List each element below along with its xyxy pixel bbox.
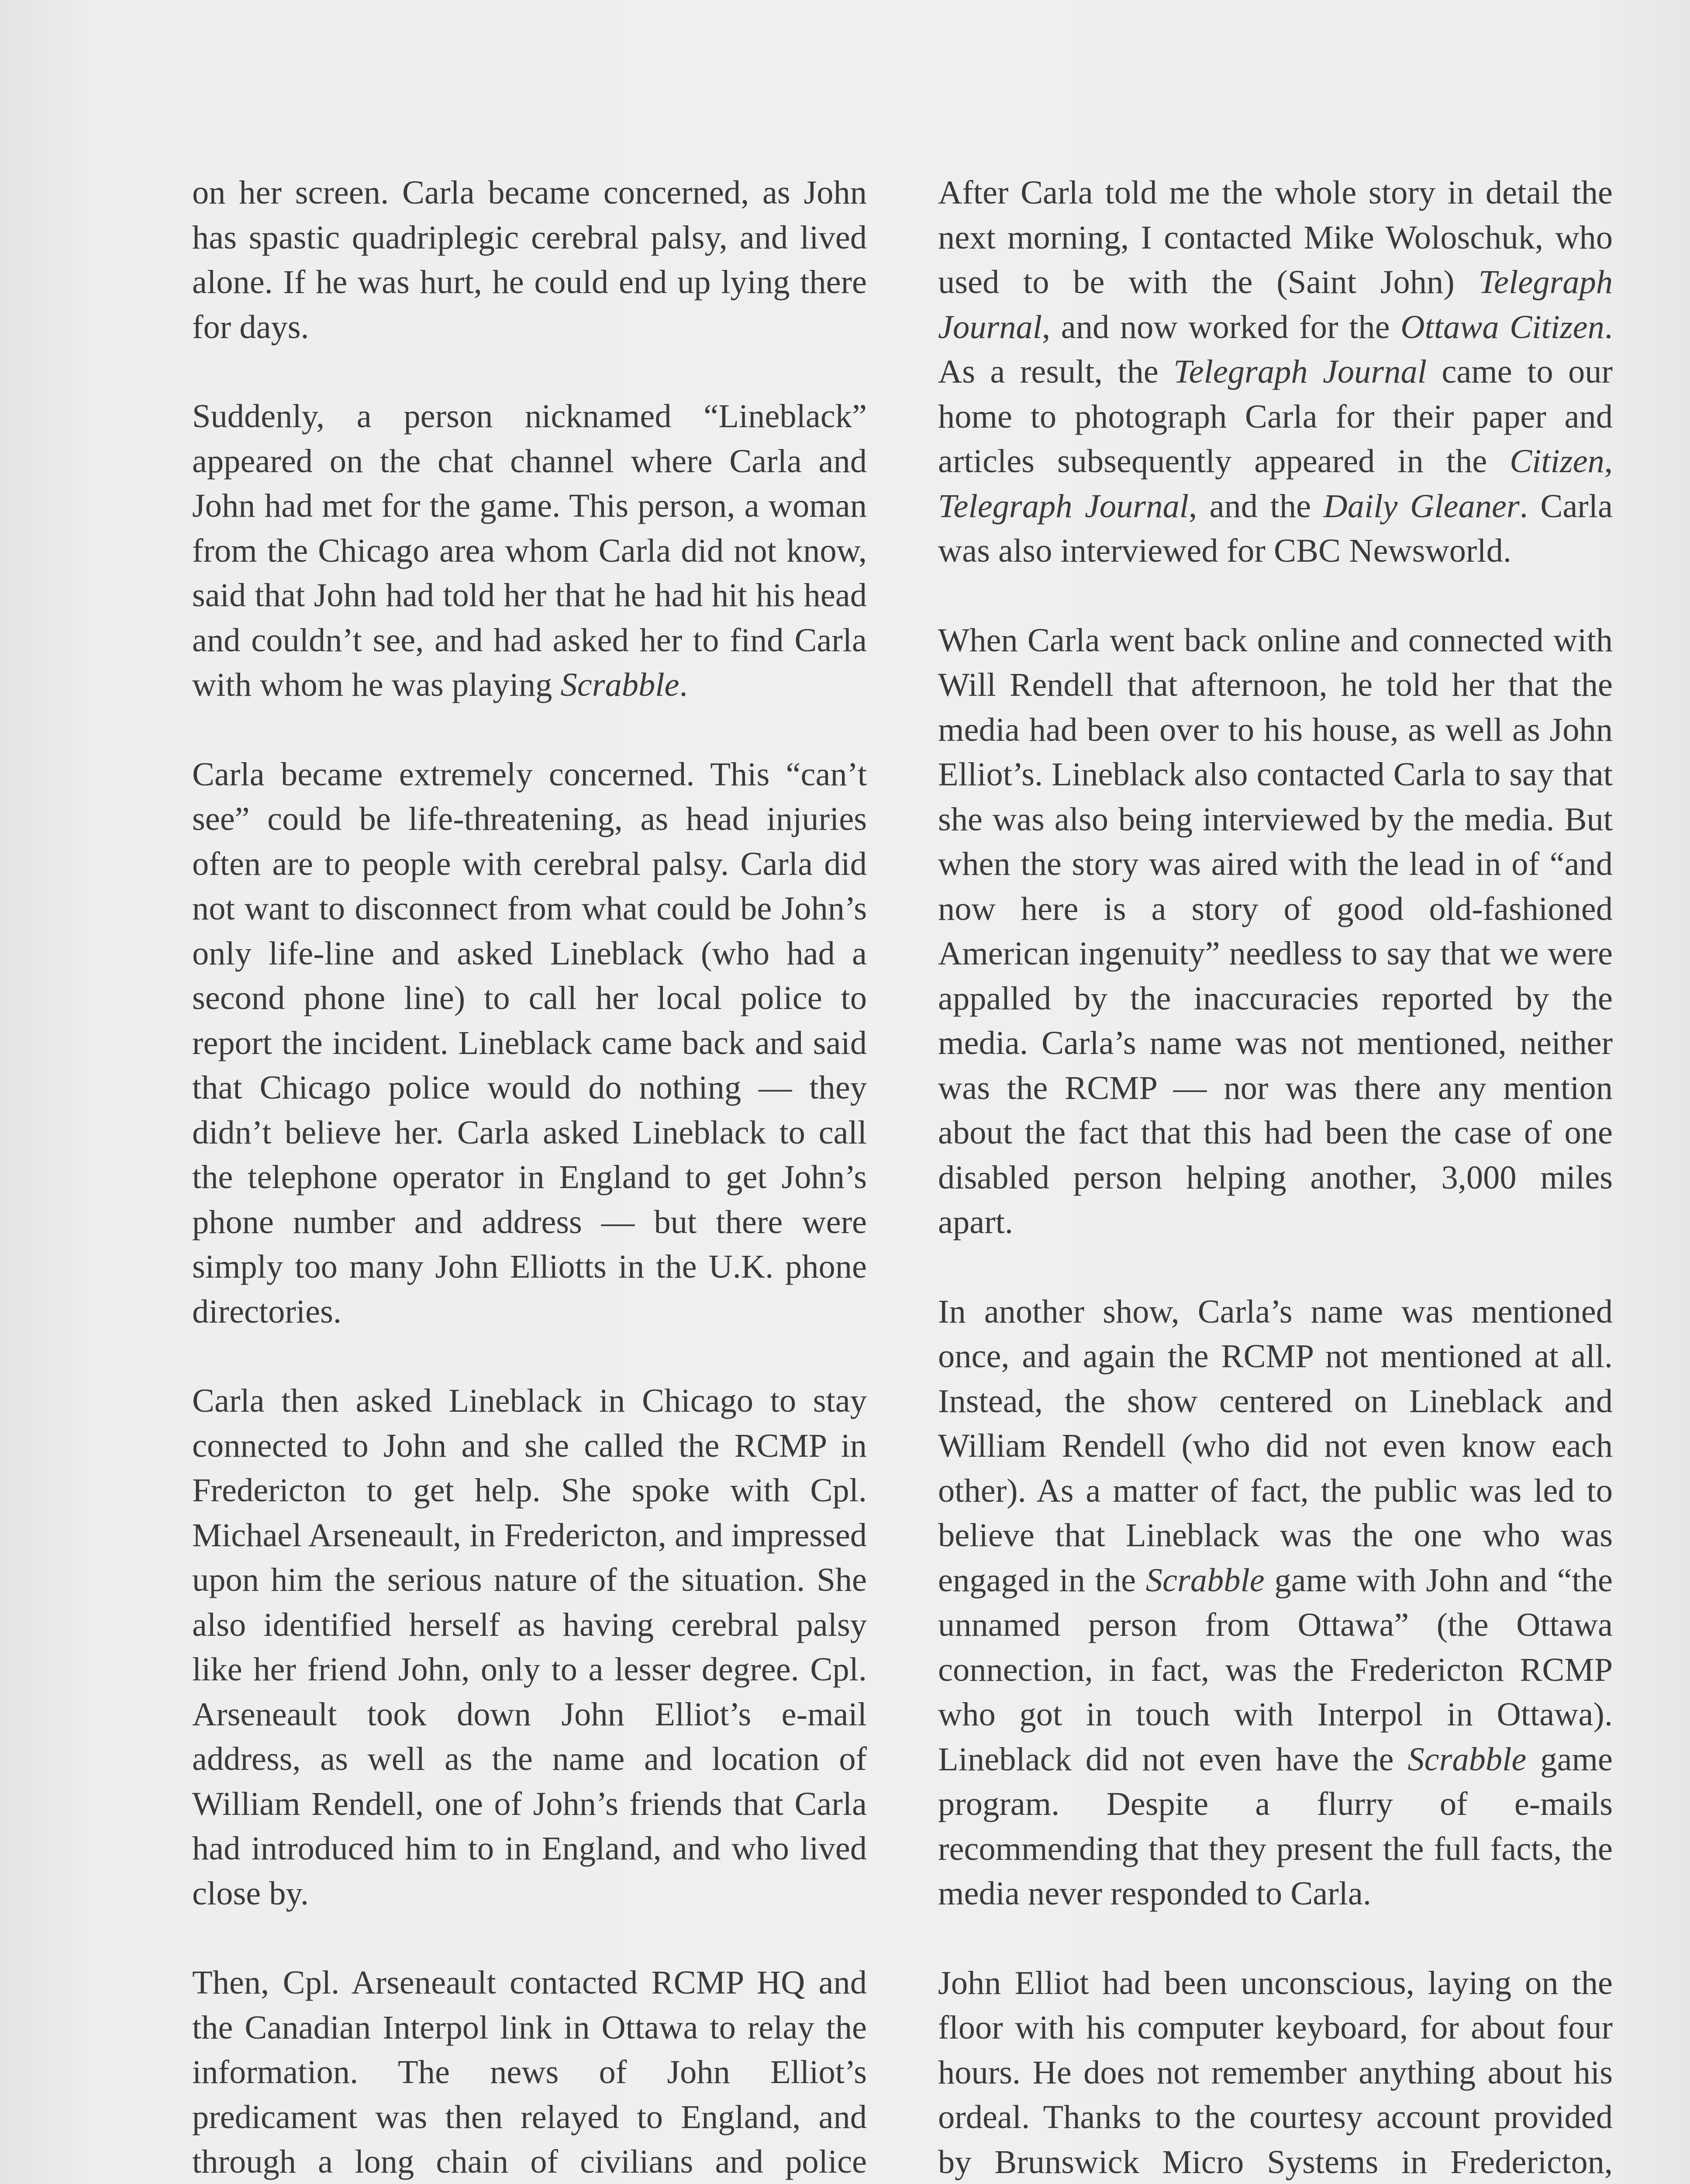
last-paragraph [938, 1961, 1613, 2184]
paragraph: Carla then asked Lineblack in Chicago to stay connected to John and she called the RCMP in Fredericton to get help. She spoke with Cpl. Michael Arseneault, in Fredericton, and impressed upon him the serious nature of the situation. She also identified herself as having cerebral palsy like her friend John, only to a lesser degree. Cpl. Arseneault took down John Elliot’s e-mail address, as well as the name and location of William Rendell, one of John’s friends that Carla had introduced him to in England, and who lived close by. [192, 1382, 867, 1912]
title-italic: Citizen [1510, 442, 1604, 480]
title-italic: Scrabble [560, 666, 679, 703]
title-italic: Ottawa Citizen [1400, 308, 1604, 346]
title-italic: Telegraph Journal [1173, 353, 1427, 390]
title-italic: Telegraph Journal [938, 263, 1613, 346]
paragraph: When Carla went back online and connected with Will Rendell that afternoon, he told her that the media had been over to his house, as well as John Elliot’s. Lineblack also contacted Carla to say that she was also being interviewed by the media. But when the story was aired with the lead in of “and now here is a story of good old-fashioned American ingenuity” needless to say that we were appalled by the inaccuracies reported by the media. Carla’s name was not mentioned, neither was the RCMP — nor was there any mention about the fact that this had been the case of one disabled person helping another, 3,000 miles apart. [938, 621, 1613, 1241]
paragraph: on her screen. Carla became concerned, as John has spastic quadriplegic cerebral palsy, and lived alone. If he was hurt, he could end up lying there for days. [192, 174, 867, 346]
title-italic: Telegraph Journal [938, 487, 1189, 525]
paragraph: Suddenly, a person nicknamed “Lineblack” appeared on the chat channel where Carla and John had met for the game. This person, a woman from the Chicago area whom Carla did not know, said that John had told her that he had hit his head and couldn’t see, and had asked her to find Carla with whom he was playing Scrabble. [192, 397, 867, 703]
paragraph: Then, Cpl. Arseneault contacted RCMP HQ and the Canadian Interpol link in Ottawa to relay the information. The news of John Elliot’s predicament was then relayed to England, and through a long chain of civilians and police [192, 1964, 867, 2180]
left-column [192, 170, 867, 2184]
paragraph: Carla became extremely concerned. This “can’t see” could be life-threatening, as head injuries often are to people with cerebral palsy. Carla did not want to disconnect from what could be John’s only life-line and asked Lineblack (who had a second phone line) to call her local police to report the incident. Lineblack came back and said that Chicago police would do nothing — they didn’t believe her. Carla asked Lineblack to call the telephone operator in England to get John’s phone number and address — but there were simply too many John Elliotts in the U.K. phone directories. [192, 755, 867, 1330]
title-italic: Scrabble [1145, 1561, 1265, 1599]
paragraph: After Carla told me the whole story in detail the next morning, I contacted Mike Woloschuk, who used to be with the (Saint John) Telegraph Journal, and now worked for the Ottawa Citizen. As a result, the Telegraph Journal came to our home to photograph Carla for their paper and articles subsequently appeared in the Citizen, Telegraph Journal, and the Daily Gleaner. Carla was also interviewed for CBC Newsworld. [938, 174, 1613, 569]
paragraph-text: John Elliot had been unconscious, laying on the floor with his computer keyboard, for about four hours. He does not remember anything about his ordeal. Thanks to the courtesy account provided by Brunswick Micro Systems in Fredericton, [938, 1964, 1613, 2181]
paragraph: In another show, Carla’s name was mentioned once, and again the RCMP not mentioned at all. Instead, the show centered on Lineblack and William Rendell (who did not even know each other). As a matter of fact, the public was led to believe that Lineblack was the one who was engaged in the Scrabble game with John and “the unnamed person from Ottawa” (the Ottawa connection, in fact, was the Fredericton RCMP who got in touch with Interpol in Ottawa). Lineblack did not even have the Scrabble game program. Despite a flurry of e-mails recommending that they present the full facts, the media never responded to Carla. [938, 1292, 1613, 1912]
right-column [938, 170, 1613, 2184]
title-italic: Daily Gleaner [1323, 487, 1520, 525]
title-italic: Scrabble [1407, 1740, 1527, 1778]
